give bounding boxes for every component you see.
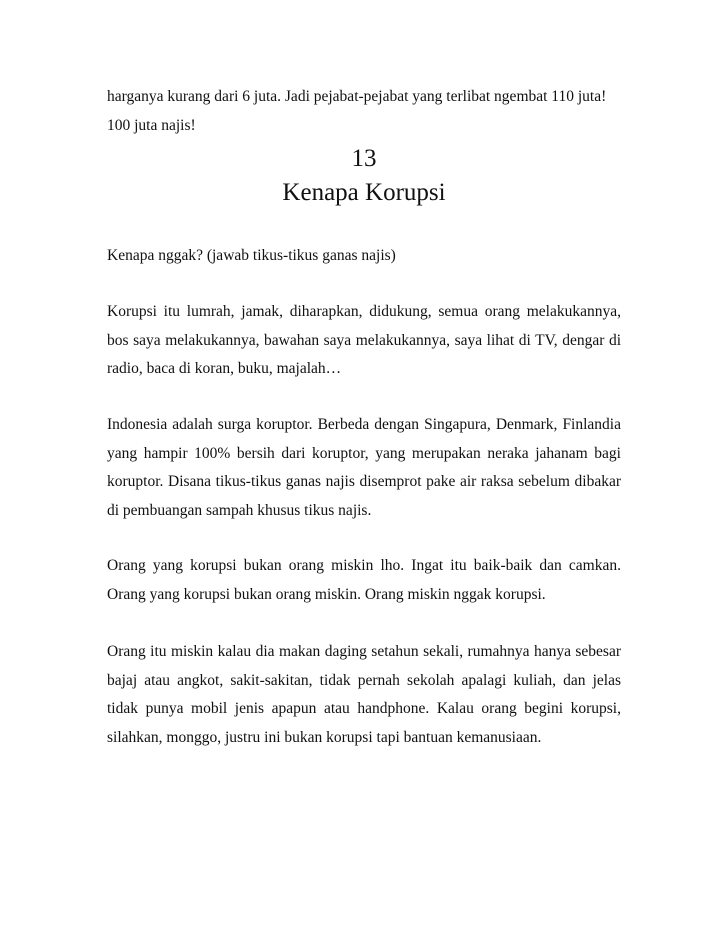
continuation-paragraph: harganya kurang dari 6 juta. Jadi pejabat-pejabat yang terlibat ngembat 110 juta! 100 juta najis!	[107, 88, 607, 134]
chapter-number: 13	[351, 145, 377, 172]
chapter-title: Kenapa Korupsi	[282, 179, 446, 206]
paragraph: Orang itu miskin kalau dia makan daging setahun sekali, rumahnya hanya sebesar bajaj atau angkot, sakit-sakitan, tidak pernah sekolah apalagi kuliah, dan jelas tidak punya mobil jenis apapun atau handphone. Kalau orang begini korupsi, silahkan, monggo, justru ini bukan korupsi tapi bantuan kemanusiaan.	[107, 643, 621, 746]
paragraph: Korupsi itu lumrah, jamak, diharapkan, didukung, semua orang melakukannya, bos saya melakukannya, bawahan saya melakukannya, saya lihat di TV, dengar di radio, baca di koran, buku, majalah…	[107, 303, 621, 378]
paragraph: Orang yang korupsi bukan orang miskin lho. Ingat itu baik-baik dan camkan. Orang yang korupsi bukan orang miskin. Orang miskin nggak korupsi.	[107, 557, 621, 603]
paragraph: Indonesia adalah surga koruptor. Berbeda dengan Singapura, Denmark, Finlandia yang hampir 100% bersih dari koruptor, yang merupakan neraka jahanam bagi koruptor. Disana tikus-tikus ganas najis disemprot pake air raksa sebelum dibakar di pembuangan sampah khusus tikus najis.	[107, 416, 621, 519]
paragraph: Kenapa nggak? (jawab tikus-tikus ganas najis)	[107, 247, 396, 264]
document-page	[107, 0, 621, 942]
